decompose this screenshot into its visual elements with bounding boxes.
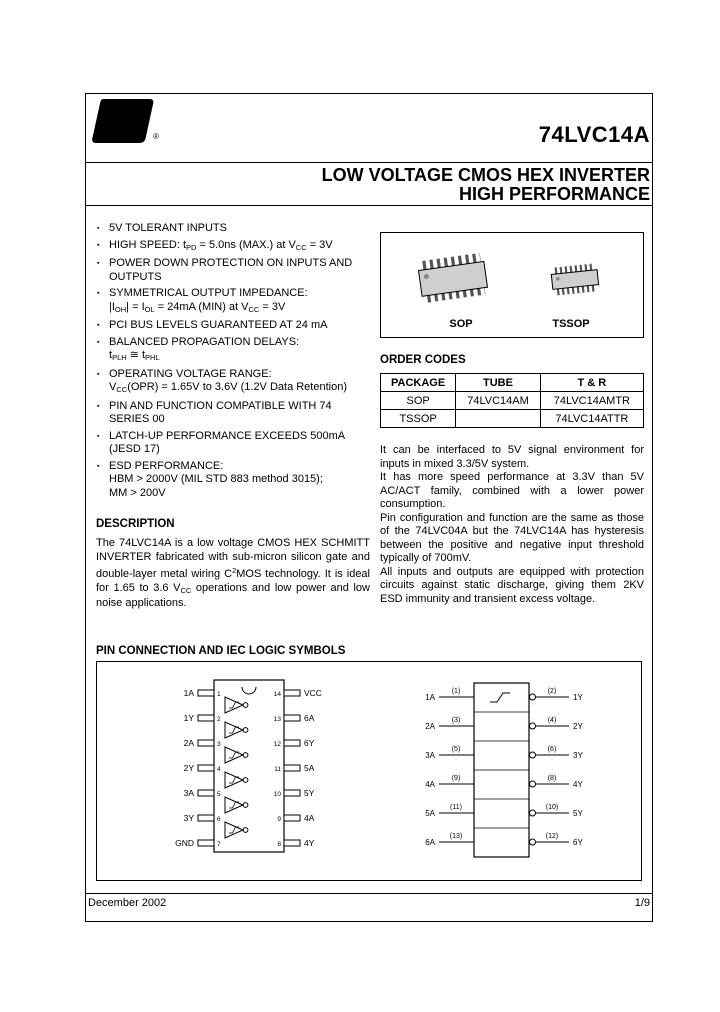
table-cell: TSSOP [381, 410, 456, 428]
pin-label: 4Y [304, 838, 315, 848]
iec-input-pin: (5) [451, 746, 461, 753]
pin-number: 3 [217, 741, 221, 748]
table-cell: SOP [381, 392, 456, 410]
iec-input-label: 5A [425, 809, 435, 818]
pin-label: 5A [304, 763, 315, 773]
st-logo-text: ST [105, 107, 147, 138]
pin-label: 1Y [183, 713, 194, 723]
order-codes-heading: ORDER CODES [380, 354, 466, 366]
page-frame [85, 93, 653, 922]
table-cell [456, 410, 541, 428]
feature-item: ▪ POWER DOWN PROTECTION ON INPUTS AND OUTPUTS [96, 257, 370, 284]
pin-label: 3A [183, 788, 194, 798]
iec-output-label: 3Y [573, 751, 583, 760]
divider [86, 893, 652, 894]
pin-label: 2A [183, 738, 194, 748]
col-package: PACKAGE [381, 374, 456, 392]
iec-output-pin: (2) [547, 688, 557, 695]
feature-item: ▪ HIGH SPEED: $t_{PD} = 5.0ns$ (MAX.) at $V_{CC} = 3V$ [96, 239, 370, 255]
pin-number: 6 [217, 816, 221, 823]
table-cell: 74LVC14ATTR [540, 410, 643, 428]
iec-input-pin: (11) [450, 804, 462, 811]
package-drawings-box [380, 232, 644, 338]
pin-label: 2Y [183, 763, 194, 773]
tssop-package-icon [529, 255, 621, 305]
iec-output-pin: (4) [547, 717, 557, 724]
iec-output-label: 2Y [573, 722, 583, 731]
iec-input-pin: (3) [451, 717, 461, 724]
iec-output-pin: (8) [547, 775, 557, 782]
iec-input-label: 4A [425, 780, 435, 789]
pin-label: GND [175, 838, 194, 848]
right-column [380, 232, 644, 606]
part-number: 74LVC14A [538, 122, 650, 147]
table-row [381, 410, 644, 428]
feature-item: ▪ BALANCED PROPAGATION DELAYS: $t_{PLH}$ ≅ $t_{PHL}$ [96, 336, 370, 365]
sop-label: SOP [449, 318, 473, 330]
pin-connection-box [96, 661, 642, 881]
pin-number: 7 [217, 841, 221, 848]
tssop-label: TSSOP [552, 318, 590, 330]
col-tube: TUBE [456, 374, 541, 392]
pin-label: 6Y [304, 738, 315, 748]
iec-input-label: 1A [425, 693, 435, 702]
right-paragraphs [380, 444, 644, 606]
feature-item: ▪ ESD PERFORMANCE: HBM > 2000V (MIL STD 883 method 3015); MM > 200V [96, 460, 370, 501]
sop-package-icon [393, 247, 511, 311]
pin-label: 4A [304, 813, 315, 823]
description-text: The 74LVC14A is a low voltage CMOS HEX SCHMITT INVERTER fabricated with sub-micron silicon gate and double-layer metal wiring $C^2MOS$ technology. It is ideal for 1.65 to 3.6 $V_{CC}$ operations and low power and low noise applications. [96, 537, 370, 609]
feature-item: ▪ OPERATING VOLTAGE RANGE: $V_{CC}(OPR) = 1.65V$ to 3.6V (1.2V Data Retention) [96, 368, 370, 397]
table-cell: 74LVC14AMTR [540, 392, 643, 410]
body-paragraph: It has more speed performance at 3.3V than 5V AC/ACT family, combined with a lower power consumption. [380, 471, 644, 510]
divider [86, 162, 652, 163]
body-paragraph: It can be interfaced to 5V signal environment for inputs in mixed 3.3/5V system. [380, 444, 644, 470]
iec-input-pin: (9) [451, 775, 461, 782]
pin-number: 1 [217, 691, 221, 698]
pin-number: 10 [273, 791, 281, 798]
feature-item: ▪ 5V TOLERANT INPUTS [96, 222, 370, 236]
registered-mark: ® [153, 132, 159, 141]
features-list [96, 222, 370, 500]
iec-input-label: 2A [425, 722, 435, 731]
footer-page-number: 1/9 [634, 897, 650, 909]
footer-date: December 2002 [88, 897, 167, 909]
divider [86, 205, 652, 206]
description-heading: DESCRIPTION [96, 518, 175, 530]
pin-number: 14 [273, 691, 281, 698]
pin-label: 3Y [183, 813, 194, 823]
iec-output-pin: (10) [545, 804, 559, 811]
iec-output-label: 6Y [573, 838, 583, 847]
iec-output-pin: (12) [545, 833, 559, 840]
table-cell: 74LVC14AM [456, 392, 541, 410]
pin-number: 4 [217, 766, 221, 773]
pin-section-heading: PIN CONNECTION AND IEC LOGIC SYMBOLS [96, 645, 346, 657]
pin-number: 11 [274, 766, 281, 773]
pin-label: 5Y [304, 788, 315, 798]
pin-number: 13 [273, 716, 281, 723]
body-paragraph: All inputs and outputs are equipped with protection circuits against static discharge, giving them 2KV ESD immunity and transient excess voltage. [380, 565, 644, 605]
st-logo [92, 98, 154, 144]
feature-item: ▪ LATCH-UP PERFORMANCE EXCEEDS 500mA (JESD 17) [96, 430, 370, 457]
iec-output-label: 4Y [573, 780, 583, 789]
table-header-row [381, 374, 644, 392]
left-column [96, 222, 370, 611]
iec-output-pin: (6) [547, 746, 557, 753]
feature-item: ▪ PIN AND FUNCTION COMPATIBLE WITH 74 SERIES 00 [96, 400, 370, 427]
page-title-line2: HIGH PERFORMANCE [458, 184, 650, 204]
pin-label: VCC [304, 688, 322, 698]
iec-input-pin: (1) [451, 688, 461, 695]
iec-output-label: 1Y [573, 693, 583, 702]
pin-number: 8 [277, 841, 281, 848]
body-paragraph: Pin configuration and function are the same as those of the 74LVC04A but the 74LVC14A has hysteresis between the positive and negative input threshold typically of 700mV. [380, 511, 644, 564]
pin-number: 9 [277, 816, 281, 823]
table-row [381, 392, 644, 410]
page-title-line1: LOW VOLTAGE CMOS HEX INVERTER [321, 165, 650, 185]
pin-label: 1A [183, 688, 194, 698]
iec-input-label: 6A [425, 838, 435, 847]
iec-input-label: 3A [425, 751, 435, 760]
iec-input-pin: (13) [449, 833, 463, 840]
iec-output-label: 5Y [573, 809, 583, 818]
pin-number: 12 [273, 741, 281, 748]
pin-number: 5 [217, 791, 221, 798]
feature-item: ▪ PCI BUS LEVELS GUARANTEED AT 24 mA [96, 319, 370, 333]
col-tr: T & R [540, 374, 643, 392]
order-codes-table [380, 373, 644, 428]
pin-number: 2 [217, 716, 221, 723]
iec-logic-symbol [389, 675, 619, 867]
pin-connection-diagram [119, 675, 369, 867]
pin-label: 6A [304, 713, 315, 723]
feature-item: ▪ SYMMETRICAL OUTPUT IMPEDANCE: $|I_{OH}| = I_{OL} = 24mA$ (MIN) at $V_{CC} = 3V$ [96, 287, 370, 316]
